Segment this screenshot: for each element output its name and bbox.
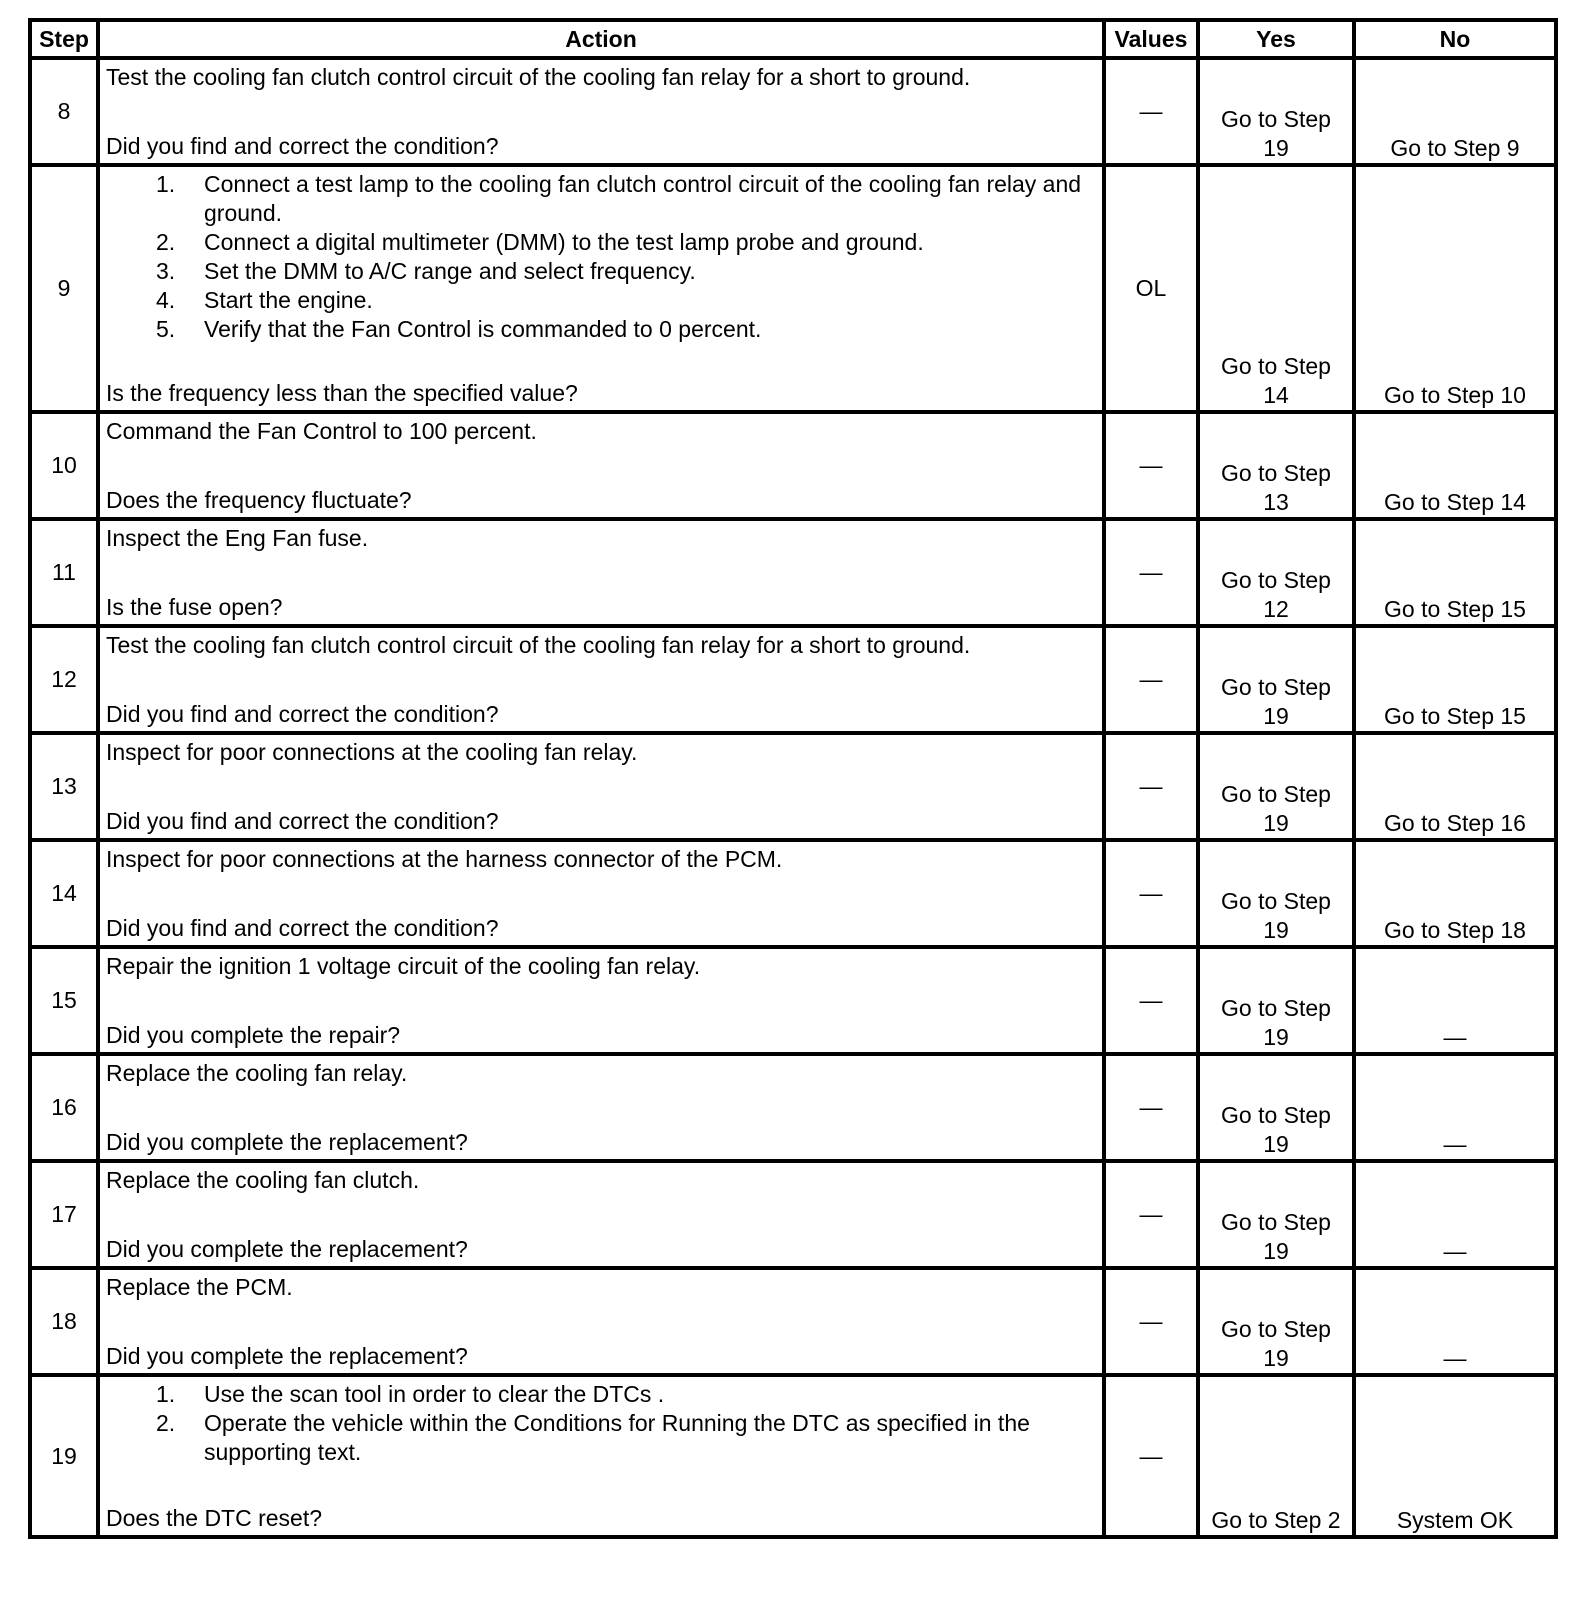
action-step-item	[156, 170, 1096, 228]
action-text: Command the Fan Control to 100 percent.	[106, 418, 537, 444]
action-instructions	[106, 631, 1096, 660]
action-instructions	[106, 738, 1096, 767]
header-step: Step	[30, 20, 98, 58]
no-cell: System OK	[1354, 1375, 1556, 1537]
table-row	[30, 412, 1556, 519]
action-content	[100, 414, 1102, 517]
action-step-number: 2.	[156, 1410, 176, 1436]
action-cell	[98, 1375, 1104, 1537]
values-cell: —	[1104, 1268, 1198, 1375]
yes-cell	[1198, 626, 1354, 733]
action-question: Does the frequency fluctuate?	[106, 487, 412, 513]
action-step-text: Use the scan tool in order to clear the DTCs .	[204, 1381, 665, 1407]
yes-text: 19	[1263, 1345, 1289, 1371]
step-cell: 18	[30, 1268, 98, 1375]
header-action: Action	[98, 20, 1104, 58]
step-cell: 14	[30, 840, 98, 947]
action-content	[100, 628, 1102, 731]
yes-text: 19	[1263, 135, 1289, 161]
action-step-item	[156, 1409, 1096, 1467]
action-instructions	[106, 63, 1096, 92]
yes-text: 19	[1263, 917, 1289, 943]
action-text: Inspect for poor connections at the harness connector of the PCM.	[106, 846, 783, 872]
step-cell: 11	[30, 519, 98, 626]
action-step-item	[156, 315, 1096, 344]
action-step-text: Verify that the Fan Control is commanded to 0 percent.	[204, 316, 762, 342]
action-cell	[98, 733, 1104, 840]
yes-text: Go to Step	[1221, 460, 1331, 486]
values-cell: —	[1104, 947, 1198, 1054]
yes-text: Go to Step	[1221, 353, 1331, 379]
header-values: Values	[1104, 20, 1198, 58]
action-content	[100, 949, 1102, 1052]
values-cell: —	[1104, 1375, 1198, 1537]
action-text: Test the cooling fan clutch control circuit of the cooling fan relay for a short to ground.	[106, 64, 971, 90]
action-instructions	[106, 845, 1096, 874]
action-cell	[98, 58, 1104, 165]
action-cell	[98, 1161, 1104, 1268]
step-cell: 13	[30, 733, 98, 840]
table-row	[30, 840, 1556, 947]
table-row	[30, 947, 1556, 1054]
action-instructions	[106, 1059, 1096, 1088]
action-step-number: 2.	[156, 229, 176, 255]
action-steps-list	[106, 170, 1096, 344]
action-instructions	[106, 170, 1096, 344]
yes-cell	[1198, 733, 1354, 840]
yes-text: Go to Step 2	[1211, 1507, 1341, 1533]
action-cell	[98, 519, 1104, 626]
action-instructions	[106, 1380, 1096, 1467]
action-text: Inspect the Eng Fan fuse.	[106, 525, 369, 551]
no-cell: Go to Step 18	[1354, 840, 1556, 947]
step-cell: 9	[30, 165, 98, 412]
no-cell: Go to Step 15	[1354, 626, 1556, 733]
action-text: Test the cooling fan clutch control circuit of the cooling fan relay for a short to ground.	[106, 632, 971, 658]
action-step-number: 3.	[156, 258, 176, 284]
action-text: Replace the PCM.	[106, 1274, 293, 1300]
table-row	[30, 519, 1556, 626]
yes-text: Go to Step	[1221, 995, 1331, 1021]
action-text: Inspect for poor connections at the cooling fan relay.	[106, 739, 638, 765]
action-question: Did you complete the replacement?	[106, 1129, 468, 1155]
no-cell: Go to Step 14	[1354, 412, 1556, 519]
action-question: Did you find and correct the condition?	[106, 133, 499, 159]
yes-text: 12	[1263, 596, 1289, 622]
action-content	[100, 521, 1102, 624]
values-cell: —	[1104, 840, 1198, 947]
action-step-item	[156, 1380, 1096, 1409]
table-row	[30, 626, 1556, 733]
no-cell: Go to Step 10	[1354, 165, 1556, 412]
action-instructions	[106, 1273, 1096, 1302]
action-instructions	[106, 952, 1096, 981]
action-cell	[98, 165, 1104, 412]
action-instructions	[106, 417, 1096, 446]
yes-text: Go to Step	[1221, 1102, 1331, 1128]
action-step-item	[156, 286, 1096, 315]
yes-text: 19	[1263, 1238, 1289, 1264]
action-content	[100, 735, 1102, 838]
yes-text: 19	[1263, 810, 1289, 836]
step-cell: 10	[30, 412, 98, 519]
diagnostic-table	[28, 18, 1558, 1539]
yes-text: Go to Step	[1221, 888, 1331, 914]
action-cell	[98, 840, 1104, 947]
action-question: Does the DTC reset?	[106, 1505, 323, 1531]
action-question: Did you find and correct the condition?	[106, 915, 499, 941]
action-text: Replace the cooling fan clutch.	[106, 1167, 420, 1193]
table-row	[30, 58, 1556, 165]
values-cell: —	[1104, 1054, 1198, 1161]
yes-cell	[1198, 412, 1354, 519]
action-content	[100, 1056, 1102, 1159]
yes-text: 19	[1263, 703, 1289, 729]
action-question: Did you find and correct the condition?	[106, 701, 499, 727]
yes-cell	[1198, 58, 1354, 165]
step-cell: 8	[30, 58, 98, 165]
action-question: Is the fuse open?	[106, 594, 283, 620]
table-row	[30, 1268, 1556, 1375]
yes-cell	[1198, 1375, 1354, 1537]
yes-cell	[1198, 519, 1354, 626]
action-instructions	[106, 1166, 1096, 1195]
no-cell: Go to Step 9	[1354, 58, 1556, 165]
step-cell: 12	[30, 626, 98, 733]
action-content	[100, 1163, 1102, 1266]
yes-cell	[1198, 1054, 1354, 1161]
yes-cell	[1198, 947, 1354, 1054]
action-step-number: 5.	[156, 316, 176, 342]
table-row	[30, 733, 1556, 840]
action-question: Did you find and correct the condition?	[106, 808, 499, 834]
action-step-text: Operate the vehicle within the Conditions for Running the DTC as specified in the supporting text.	[204, 1410, 1030, 1465]
table-row	[30, 1054, 1556, 1161]
yes-cell	[1198, 1161, 1354, 1268]
step-cell: 15	[30, 947, 98, 1054]
yes-cell	[1198, 165, 1354, 412]
step-cell: 19	[30, 1375, 98, 1537]
header-yes: Yes	[1198, 20, 1354, 58]
action-step-item	[156, 228, 1096, 257]
action-step-text: Start the engine.	[204, 287, 373, 313]
values-cell: —	[1104, 626, 1198, 733]
values-cell: —	[1104, 1161, 1198, 1268]
values-cell: —	[1104, 519, 1198, 626]
action-question: Did you complete the repair?	[106, 1022, 401, 1048]
yes-text: Go to Step	[1221, 674, 1331, 700]
header-no: No	[1354, 20, 1556, 58]
action-step-item	[156, 257, 1096, 286]
no-cell: —	[1354, 1054, 1556, 1161]
table-row	[30, 1375, 1556, 1537]
action-cell	[98, 412, 1104, 519]
action-question: Did you complete the replacement?	[106, 1236, 468, 1262]
action-question: Is the frequency less than the specified value?	[106, 380, 578, 406]
header-row	[30, 20, 1556, 58]
action-content	[100, 1270, 1102, 1373]
action-step-number: 4.	[156, 287, 176, 313]
yes-text: Go to Step	[1221, 781, 1331, 807]
action-text: Replace the cooling fan relay.	[106, 1060, 408, 1086]
yes-text: 19	[1263, 1024, 1289, 1050]
action-content	[100, 842, 1102, 945]
action-content	[100, 167, 1102, 410]
yes-text: 13	[1263, 489, 1289, 515]
action-step-text: Connect a digital multimeter (DMM) to the test lamp probe and ground.	[204, 229, 924, 255]
no-cell: —	[1354, 947, 1556, 1054]
no-cell: —	[1354, 1161, 1556, 1268]
table-row	[30, 1161, 1556, 1268]
yes-text: Go to Step	[1221, 1316, 1331, 1342]
action-content	[100, 60, 1102, 163]
action-step-number: 1.	[156, 171, 176, 197]
yes-text: Go to Step	[1221, 1209, 1331, 1235]
yes-cell	[1198, 840, 1354, 947]
action-step-text: Connect a test lamp to the cooling fan clutch control circuit of the cooling fan relay and ground.	[204, 171, 1082, 226]
step-cell: 16	[30, 1054, 98, 1161]
action-cell	[98, 626, 1104, 733]
yes-cell	[1198, 1268, 1354, 1375]
action-steps-list	[106, 1380, 1096, 1467]
no-cell: Go to Step 15	[1354, 519, 1556, 626]
values-cell: —	[1104, 733, 1198, 840]
step-cell: 17	[30, 1161, 98, 1268]
yes-text: Go to Step	[1221, 567, 1331, 593]
no-cell: —	[1354, 1268, 1556, 1375]
action-cell	[98, 947, 1104, 1054]
values-cell: —	[1104, 412, 1198, 519]
yes-text: Go to Step	[1221, 106, 1331, 132]
table-row	[30, 165, 1556, 412]
action-text: Repair the ignition 1 voltage circuit of the cooling fan relay.	[106, 953, 701, 979]
action-cell	[98, 1268, 1104, 1375]
values-cell: OL	[1104, 165, 1198, 412]
yes-text: 19	[1263, 1131, 1289, 1157]
action-question: Did you complete the replacement?	[106, 1343, 468, 1369]
yes-text: 14	[1263, 382, 1289, 408]
action-cell	[98, 1054, 1104, 1161]
values-cell: —	[1104, 58, 1198, 165]
action-step-number: 1.	[156, 1381, 176, 1407]
no-cell: Go to Step 16	[1354, 733, 1556, 840]
action-content	[100, 1377, 1102, 1535]
action-instructions	[106, 524, 1096, 553]
action-step-text: Set the DMM to A/C range and select frequency.	[204, 258, 696, 284]
